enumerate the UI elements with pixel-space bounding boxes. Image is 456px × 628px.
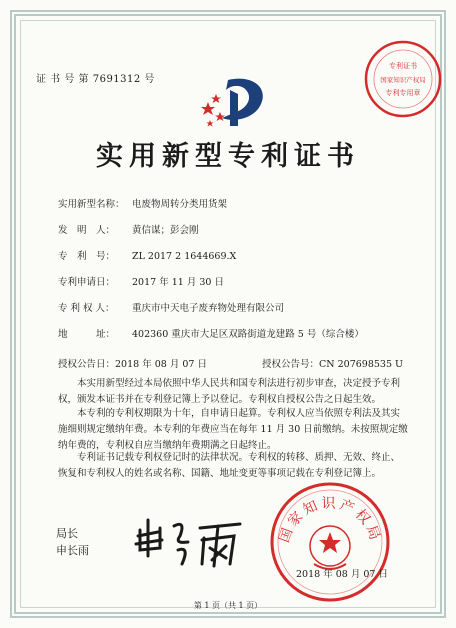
field-value: 402360 重庆市大足区双路街道龙建路 5 号（综合楼） <box>132 329 364 340</box>
official-seal-top <box>362 38 444 120</box>
field-patentee <box>58 300 284 314</box>
field-label: 专 利 号： <box>58 251 116 262</box>
field-label: 专 利 权 人： <box>58 303 115 314</box>
field-utility-model-name <box>58 196 227 210</box>
official-seal-bottom <box>268 480 392 604</box>
svg-text:专利证书: 专利证书 <box>389 62 417 70</box>
signing-date: 2018 年 08 月 07 日 <box>296 569 388 580</box>
signatory-title: 局长 <box>56 527 78 540</box>
field-value: ZL 2017 2 1644669.X <box>132 251 237 262</box>
field-value: 黄信谋；彭会刚 <box>132 225 199 236</box>
paragraph-grant: 本实用新型经过本局依照中华人民共和国专利法进行初步审查，决定授予专利权，颁发本证书并在专利登记簿上予以登记。专利权自授权公告之日起生效。 <box>58 378 401 405</box>
seal-bottom-text: 国家知识产权局 <box>276 496 384 545</box>
field-label: 专利申请日： <box>58 277 116 288</box>
field-value: 2017 年 11 月 30 日 <box>132 277 224 288</box>
signatory-name: 申长雨 <box>56 544 89 557</box>
field-application-date <box>58 274 224 288</box>
field-inventor <box>58 222 199 236</box>
field-value: 电废物周转分类用货架 <box>132 199 228 210</box>
field-label: 实用新型名称： <box>58 199 125 210</box>
announce-date: 授权公告日：2018 年 08 月 07 日 <box>58 359 207 370</box>
signatory-block <box>56 525 89 559</box>
paragraph-register: 专利证书记载专利权登记时的法律状况。专利权的转移、质押、无效、终止、恢复和专利权人的姓名或名称、国籍、地址变更等事项记载在专利登记簿上。 <box>58 452 401 479</box>
announce-number: 授权公告号：CN 207698535 U <box>262 359 404 370</box>
certificate-number: 证 书 号 第 7691312 号 <box>36 74 155 85</box>
page-number: 第 1 页（共 1 页） <box>193 601 263 610</box>
svg-text:国家知识产权局: 国家知识产权局 <box>380 76 426 84</box>
field-value: 重庆市中天电子废弃物处理有限公司 <box>132 303 285 314</box>
field-patent-number <box>58 248 236 262</box>
paragraph-term: 本专利的专利权期限为十年，自申请日起算。专利权人应当依照专利法及其实施细则规定缴纳年费。本专利的年费应当在每年 11 月 30 日前缴纳。未按照规定缴纳年费的，专利权自应当缴纳年费期满之日起终止。 <box>58 408 408 451</box>
handwritten-signature <box>130 506 248 576</box>
certificate-title: 实用新型专利证书 <box>96 141 360 172</box>
patent-office-logo-icon <box>200 72 272 128</box>
field-label: 发 明 人： <box>58 225 116 236</box>
field-address <box>58 326 364 340</box>
field-label: 地 址： <box>58 329 116 340</box>
svg-text:专利专用章: 专利专用章 <box>385 89 421 97</box>
